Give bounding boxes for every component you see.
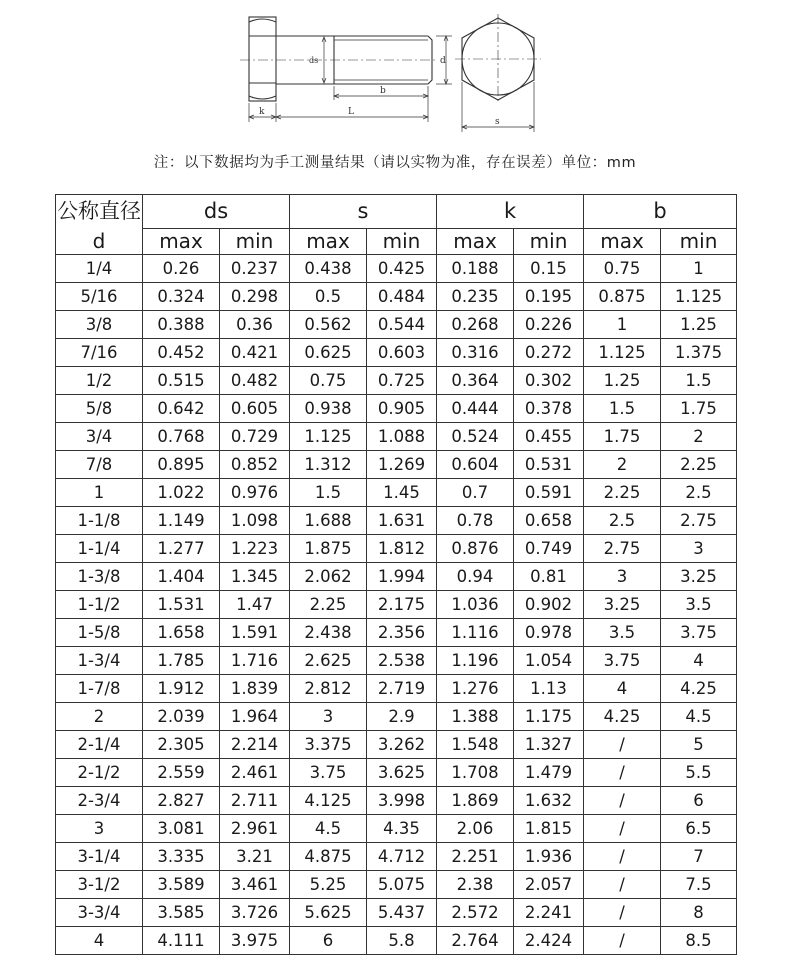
value-cell: 2.241 <box>514 899 584 927</box>
value-cell: 0.642 <box>143 395 220 423</box>
sub-header: max <box>437 229 514 255</box>
value-cell: 0.938 <box>290 395 367 423</box>
table-row <box>56 395 737 423</box>
value-cell: 1.5 <box>661 367 737 395</box>
value-cell: 2.5 <box>584 507 661 535</box>
value-cell: 2.38 <box>437 871 514 899</box>
value-cell: 4.35 <box>367 815 437 843</box>
value-cell: 2.625 <box>290 647 367 675</box>
value-cell: 0.875 <box>584 283 661 311</box>
value-cell: 1.45 <box>367 479 437 507</box>
value-cell: 7.5 <box>661 871 737 899</box>
value-cell: 2.057 <box>514 871 584 899</box>
value-cell: 5.25 <box>290 871 367 899</box>
group-header: b <box>584 195 737 229</box>
table-row <box>56 535 737 563</box>
nominal-size-cell: 7/16 <box>56 339 143 367</box>
value-cell: 0.591 <box>514 479 584 507</box>
value-cell: 3.25 <box>584 591 661 619</box>
group-header: s <box>290 195 437 229</box>
value-cell: 1.688 <box>290 507 367 535</box>
value-cell: 4 <box>584 675 661 703</box>
table-row <box>56 451 737 479</box>
value-cell: 2.711 <box>220 787 290 815</box>
value-cell: 0.364 <box>437 367 514 395</box>
value-cell: 3.461 <box>220 871 290 899</box>
value-cell: 1.125 <box>661 283 737 311</box>
nominal-size-cell: 1-1/4 <box>56 535 143 563</box>
nominal-size-cell: 1-7/8 <box>56 675 143 703</box>
nominal-size-cell: 1-3/4 <box>56 647 143 675</box>
value-cell: 0.75 <box>290 367 367 395</box>
spec-table-body <box>56 255 737 955</box>
value-cell: 5.5 <box>661 759 737 787</box>
value-cell: 2.559 <box>143 759 220 787</box>
value-cell: 1.716 <box>220 647 290 675</box>
value-cell: 3.375 <box>290 731 367 759</box>
value-cell: 0.524 <box>437 423 514 451</box>
value-cell: 1.116 <box>437 619 514 647</box>
table-row <box>56 479 737 507</box>
value-cell: 1.936 <box>514 843 584 871</box>
value-cell: 0.5 <box>290 283 367 311</box>
value-cell: 3.75 <box>661 619 737 647</box>
value-cell: 3.75 <box>584 647 661 675</box>
sub-header: max <box>290 229 367 255</box>
value-cell: 2.812 <box>290 675 367 703</box>
sub-header: min <box>367 229 437 255</box>
value-cell: 0.455 <box>514 423 584 451</box>
value-cell: 4 <box>661 647 737 675</box>
nominal-size-cell: 7/8 <box>56 451 143 479</box>
value-cell: 2.827 <box>143 787 220 815</box>
value-cell: 3.21 <box>220 843 290 871</box>
value-cell: 2.75 <box>661 507 737 535</box>
value-cell: 2.039 <box>143 703 220 731</box>
value-cell: 1.75 <box>661 395 737 423</box>
table-row <box>56 843 737 871</box>
nominal-size-cell: 3/4 <box>56 423 143 451</box>
value-cell: 1.632 <box>514 787 584 815</box>
nominal-size-cell: 1-1/2 <box>56 591 143 619</box>
table-row <box>56 815 737 843</box>
table-row <box>56 563 737 591</box>
sub-header: min <box>661 229 737 255</box>
value-cell: 0.544 <box>367 311 437 339</box>
value-cell: 1.088 <box>367 423 437 451</box>
value-cell: / <box>584 927 661 955</box>
value-cell: 1.054 <box>514 647 584 675</box>
value-cell: 5.625 <box>290 899 367 927</box>
value-cell: 1.548 <box>437 731 514 759</box>
value-cell: 3.75 <box>290 759 367 787</box>
value-cell: 2.764 <box>437 927 514 955</box>
value-cell: 1.5 <box>584 395 661 423</box>
value-cell: 2.75 <box>584 535 661 563</box>
nominal-size-cell: 5/8 <box>56 395 143 423</box>
value-cell: 0.895 <box>143 451 220 479</box>
value-cell: 0.658 <box>514 507 584 535</box>
value-cell: 3.589 <box>143 871 220 899</box>
value-cell: 7 <box>661 843 737 871</box>
value-cell: 1.869 <box>437 787 514 815</box>
value-cell: 0.515 <box>143 367 220 395</box>
s-label: s <box>495 117 500 127</box>
table-row <box>56 591 737 619</box>
nominal-size-cell: 1-5/8 <box>56 619 143 647</box>
value-cell: 0.902 <box>514 591 584 619</box>
value-cell: 3 <box>584 563 661 591</box>
value-cell: 0.444 <box>437 395 514 423</box>
value-cell: 3 <box>661 535 737 563</box>
value-cell: 2.214 <box>220 731 290 759</box>
value-cell: 0.482 <box>220 367 290 395</box>
value-cell: 0.976 <box>220 479 290 507</box>
value-cell: 0.302 <box>514 367 584 395</box>
value-cell: 1.312 <box>290 451 367 479</box>
value-cell: 0.604 <box>437 451 514 479</box>
nominal-size-cell: 4 <box>56 927 143 955</box>
value-cell: 2.25 <box>584 479 661 507</box>
value-cell: 2 <box>661 423 737 451</box>
value-cell: 0.749 <box>514 535 584 563</box>
value-cell: 0.978 <box>514 619 584 647</box>
value-cell: 6 <box>661 787 737 815</box>
sub-header-row <box>56 229 737 255</box>
value-cell: 3.585 <box>143 899 220 927</box>
ds-label: ds <box>309 56 319 65</box>
value-cell: 0.603 <box>367 339 437 367</box>
value-cell: 2.06 <box>437 815 514 843</box>
value-cell: 1.708 <box>437 759 514 787</box>
value-cell: 1.277 <box>143 535 220 563</box>
value-cell: 2.961 <box>220 815 290 843</box>
value-cell: 1.531 <box>143 591 220 619</box>
value-cell: 2.438 <box>290 619 367 647</box>
d-label-side: d <box>440 56 446 66</box>
nominal-size-cell: 1-1/8 <box>56 507 143 535</box>
value-cell: 1.196 <box>437 647 514 675</box>
value-cell: 1.839 <box>220 675 290 703</box>
value-cell: 1.125 <box>584 339 661 367</box>
value-cell: 3.998 <box>367 787 437 815</box>
value-cell: 1.149 <box>143 507 220 535</box>
sub-header: min <box>220 229 290 255</box>
table-row <box>56 899 737 927</box>
value-cell: / <box>584 899 661 927</box>
value-cell: 0.562 <box>290 311 367 339</box>
value-cell: 2.062 <box>290 563 367 591</box>
value-cell: 0.378 <box>514 395 584 423</box>
value-cell: 0.298 <box>220 283 290 311</box>
value-cell: 6 <box>290 927 367 955</box>
value-cell: 1.327 <box>514 731 584 759</box>
value-cell: 2.538 <box>367 647 437 675</box>
value-cell: 0.75 <box>584 255 661 283</box>
table-row <box>56 787 737 815</box>
value-cell: 4.25 <box>661 675 737 703</box>
value-cell: 2.424 <box>514 927 584 955</box>
nominal-size-cell: 2 <box>56 703 143 731</box>
value-cell: 5.075 <box>367 871 437 899</box>
value-cell: 3.5 <box>584 619 661 647</box>
table-row <box>56 507 737 535</box>
nominal-diameter-header: 公称直径 <box>56 195 143 229</box>
value-cell: 1.098 <box>220 507 290 535</box>
value-cell: 2.175 <box>367 591 437 619</box>
value-cell: 2.305 <box>143 731 220 759</box>
sub-header: max <box>584 229 661 255</box>
value-cell: 3.5 <box>661 591 737 619</box>
sub-header: min <box>514 229 584 255</box>
value-cell: 0.421 <box>220 339 290 367</box>
value-cell: 5 <box>661 731 737 759</box>
value-cell: 0.78 <box>437 507 514 535</box>
table-row <box>56 703 737 731</box>
value-cell: 2.5 <box>661 479 737 507</box>
nominal-size-cell: 1/4 <box>56 255 143 283</box>
value-cell: / <box>584 815 661 843</box>
value-cell: 0.388 <box>143 311 220 339</box>
bolt-spec-table <box>55 194 737 955</box>
value-cell: 6.5 <box>661 815 737 843</box>
value-cell: 1.036 <box>437 591 514 619</box>
table-row <box>56 367 737 395</box>
value-cell: 4.125 <box>290 787 367 815</box>
table-row <box>56 283 737 311</box>
value-cell: 0.237 <box>220 255 290 283</box>
value-cell: / <box>584 731 661 759</box>
value-cell: 1.631 <box>367 507 437 535</box>
value-cell: 0.905 <box>367 395 437 423</box>
value-cell: 0.729 <box>220 423 290 451</box>
table-row <box>56 871 737 899</box>
table-row <box>56 731 737 759</box>
value-cell: 0.81 <box>514 563 584 591</box>
value-cell: 1 <box>584 311 661 339</box>
group-header: k <box>437 195 584 229</box>
value-cell: / <box>584 759 661 787</box>
value-cell: 0.852 <box>220 451 290 479</box>
value-cell: 1.875 <box>290 535 367 563</box>
table-row <box>56 311 737 339</box>
value-cell: 0.324 <box>143 283 220 311</box>
value-cell: 3.081 <box>143 815 220 843</box>
value-cell: 4.875 <box>290 843 367 871</box>
value-cell: 3.975 <box>220 927 290 955</box>
table-row <box>56 619 737 647</box>
value-cell: 1.994 <box>367 563 437 591</box>
value-cell: 4.25 <box>584 703 661 731</box>
nominal-size-cell: 2-1/4 <box>56 731 143 759</box>
table-row <box>56 423 737 451</box>
value-cell: 1.964 <box>220 703 290 731</box>
value-cell: 0.625 <box>290 339 367 367</box>
value-cell: 0.425 <box>367 255 437 283</box>
value-cell: / <box>584 871 661 899</box>
value-cell: 1.404 <box>143 563 220 591</box>
value-cell: 1.75 <box>584 423 661 451</box>
nominal-size-cell: 1/2 <box>56 367 143 395</box>
value-cell: 0.94 <box>437 563 514 591</box>
table-row <box>56 339 737 367</box>
table-row <box>56 927 737 955</box>
value-cell: 1.125 <box>290 423 367 451</box>
value-cell: 1.269 <box>367 451 437 479</box>
value-cell: 2.25 <box>661 451 737 479</box>
value-cell: 1.658 <box>143 619 220 647</box>
value-cell: 0.876 <box>437 535 514 563</box>
value-cell: 3 <box>290 703 367 731</box>
value-cell: 2.25 <box>290 591 367 619</box>
nominal-size-cell: 3-3/4 <box>56 899 143 927</box>
value-cell: 1.175 <box>514 703 584 731</box>
value-cell: 1.022 <box>143 479 220 507</box>
value-cell: 4.712 <box>367 843 437 871</box>
nominal-diameter-symbol: d <box>56 229 143 255</box>
value-cell: 8 <box>661 899 737 927</box>
value-cell: 0.531 <box>514 451 584 479</box>
value-cell: 1 <box>661 255 737 283</box>
sub-header: max <box>143 229 220 255</box>
k-label: k <box>259 107 265 117</box>
value-cell: 3.335 <box>143 843 220 871</box>
value-cell: 1.223 <box>220 535 290 563</box>
nominal-size-cell: 3 <box>56 815 143 843</box>
value-cell: 0.725 <box>367 367 437 395</box>
value-cell: 0.36 <box>220 311 290 339</box>
value-cell: 5.8 <box>367 927 437 955</box>
nominal-size-cell: 3-1/2 <box>56 871 143 899</box>
value-cell: 3.726 <box>220 899 290 927</box>
value-cell: 2.572 <box>437 899 514 927</box>
value-cell: 0.272 <box>514 339 584 367</box>
value-cell: 0.195 <box>514 283 584 311</box>
value-cell: 3.262 <box>367 731 437 759</box>
value-cell: 4.111 <box>143 927 220 955</box>
value-cell: 2.356 <box>367 619 437 647</box>
value-cell: 2.719 <box>367 675 437 703</box>
value-cell: / <box>584 843 661 871</box>
value-cell: 1.591 <box>220 619 290 647</box>
value-cell: 1.5 <box>290 479 367 507</box>
table-row <box>56 675 737 703</box>
value-cell: 0.605 <box>220 395 290 423</box>
value-cell: 4.5 <box>290 815 367 843</box>
nominal-size-cell: 3/8 <box>56 311 143 339</box>
value-cell: 5.437 <box>367 899 437 927</box>
value-cell: 1.47 <box>220 591 290 619</box>
value-cell: 1.785 <box>143 647 220 675</box>
table-row <box>56 255 737 283</box>
value-cell: 8.5 <box>661 927 737 955</box>
value-cell: 1.276 <box>437 675 514 703</box>
value-cell: 0.268 <box>437 311 514 339</box>
value-cell: 1.479 <box>514 759 584 787</box>
value-cell: 0.484 <box>367 283 437 311</box>
value-cell: 1.25 <box>661 311 737 339</box>
value-cell: / <box>584 787 661 815</box>
group-header: ds <box>143 195 290 229</box>
value-cell: 1.345 <box>220 563 290 591</box>
value-cell: 0.316 <box>437 339 514 367</box>
value-cell: 0.7 <box>437 479 514 507</box>
value-cell: 0.452 <box>143 339 220 367</box>
value-cell: 4.5 <box>661 703 737 731</box>
value-cell: 1.375 <box>661 339 737 367</box>
b-label: b <box>380 86 386 96</box>
L-label: L <box>348 107 354 117</box>
value-cell: 0.26 <box>143 255 220 283</box>
value-cell: 0.438 <box>290 255 367 283</box>
table-row <box>56 647 737 675</box>
value-cell: 1.812 <box>367 535 437 563</box>
nominal-size-cell: 2-1/2 <box>56 759 143 787</box>
nominal-size-cell: 1-3/8 <box>56 563 143 591</box>
value-cell: 1.13 <box>514 675 584 703</box>
value-cell: 1.912 <box>143 675 220 703</box>
nominal-size-cell: 5/16 <box>56 283 143 311</box>
nominal-size-cell: 3-1/4 <box>56 843 143 871</box>
value-cell: 0.15 <box>514 255 584 283</box>
nominal-size-cell: 2-3/4 <box>56 787 143 815</box>
value-cell: 3.625 <box>367 759 437 787</box>
value-cell: 1.388 <box>437 703 514 731</box>
table-row <box>56 759 737 787</box>
group-header-row <box>56 195 737 229</box>
value-cell: 3.25 <box>661 563 737 591</box>
value-cell: 0.235 <box>437 283 514 311</box>
value-cell: 2.461 <box>220 759 290 787</box>
value-cell: 1.815 <box>514 815 584 843</box>
nominal-size-cell: 1 <box>56 479 143 507</box>
value-cell: 2.251 <box>437 843 514 871</box>
measurement-note: 注：以下数据均为手工测量结果（请以实物为准，存在误差）单位：mm <box>153 155 637 171</box>
value-cell: 0.188 <box>437 255 514 283</box>
value-cell: 1.25 <box>584 367 661 395</box>
value-cell: 0.768 <box>143 423 220 451</box>
value-cell: 2 <box>584 451 661 479</box>
value-cell: 0.226 <box>514 311 584 339</box>
value-cell: 2.9 <box>367 703 437 731</box>
bolt-dimension-drawing <box>236 4 554 136</box>
